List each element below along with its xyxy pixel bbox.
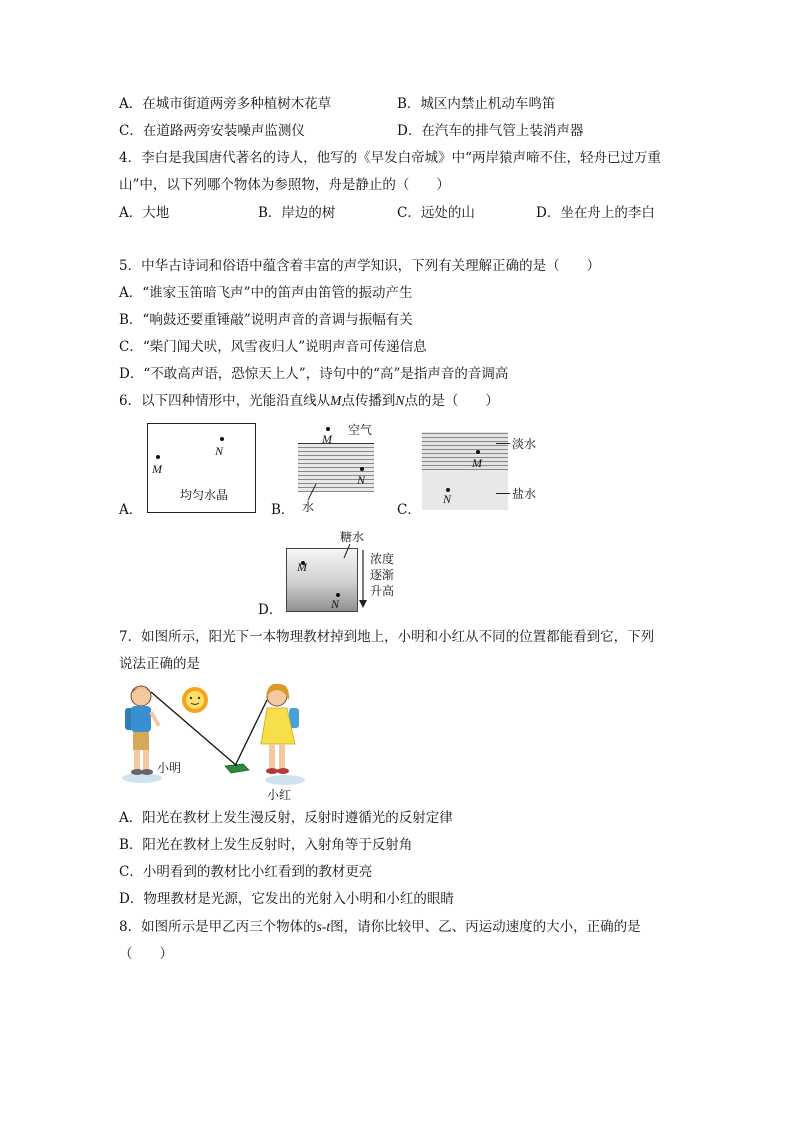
xiaohong-label: 小红 (267, 788, 292, 802)
concentration-label-1: 浓度 (370, 552, 395, 566)
q8-st-symbol: s-t (316, 919, 331, 934)
q8-stem-line1 (119, 917, 641, 937)
q7-stem-line1: 7．如图所示，阳光下一本物理教材掉到地上，小明和小红从不同的位置都能看到它，下列 (119, 629, 655, 645)
q7-stem-line2: 说法正确的是 (119, 656, 200, 672)
crystal-label: 均匀水晶 (180, 488, 229, 502)
q6-figure-d (284, 528, 404, 614)
q7-option-b: B．阳光在教材上发生反射时，入射角等于反射角 (119, 837, 413, 853)
salt-water-label: 盐水 (512, 487, 537, 501)
fresh-water-label: 淡水 (512, 437, 537, 451)
q4-option-a: A．大地 (119, 205, 170, 221)
q8-stem-post: 图，请你比较甲、乙、丙运动速度的大小，正确的是 (330, 919, 641, 935)
q3-option-d: D．在汽车的排气管上装消声器 (397, 123, 584, 139)
q6-option-c-label: C． (397, 502, 421, 518)
q3-option-a: A．在城市街道两旁多种植树木花草 (119, 96, 332, 112)
q6-stem-n: N (395, 393, 405, 408)
q4-stem-line1: 4．李白是我国唐代著名的诗人，他写的《早发白帝城》中“两岸猿声啼不住，轻舟已过万重 (119, 150, 661, 166)
q6-figure-b (296, 420, 382, 516)
q6-figure-a (147, 423, 256, 513)
sugar-water-label: 糖水 (340, 530, 365, 544)
concentration-label-2: 逐渐 (370, 568, 395, 582)
point-n-label: N (331, 597, 340, 611)
water-label: 水 (302, 500, 315, 514)
q5-option-d: D．“不敢高声语，恐惊天上人”，诗句中的“高”是指声音的音调高 (119, 366, 509, 382)
q3-option-c: C．在道路两旁安装噪声监测仪 (119, 123, 305, 139)
point-n-label: N (215, 444, 224, 458)
xiaohong-figure (261, 684, 299, 774)
salt-water-region (422, 470, 508, 510)
point-m-dot (156, 455, 160, 459)
point-n-label: N (443, 492, 452, 506)
q5-option-a: A．“谁家玉笛暗飞声”中的笛声由笛管的振动产生 (119, 285, 413, 301)
q3-option-b: B．城区内禁止机动车鸣笛 (397, 96, 556, 112)
concentration-label-3: 升高 (370, 584, 395, 598)
q7-figure (117, 680, 317, 804)
sun-icon (182, 687, 208, 713)
air-label: 空气 (348, 423, 373, 437)
q6-figure-c (422, 432, 552, 514)
q5-option-c: C．“柴门闻犬吠，风雪夜归人”说明声音可传递信息 (119, 339, 427, 355)
q5-stem: 5．中华古诗词和俗语中蕴含着丰富的声学知识，下列有关理解正确的是（ ） (119, 258, 601, 274)
q8-stem-line2: （ ） (119, 946, 173, 962)
sugar-pointer-line (338, 542, 358, 562)
xiaoming-figure (125, 686, 159, 775)
q4-option-d: D．坐在舟上的李白 (536, 205, 655, 221)
salt-pointer-line (496, 493, 510, 494)
point-m-label: M (297, 560, 307, 574)
q4-stem-line2: 山”中，以下列哪个物体为参照物，舟是静止的（ ） (119, 177, 450, 193)
point-m-label: M (322, 432, 332, 446)
concentration-arrow (358, 550, 368, 610)
q7-option-a: A．阳光在教材上发生漫反射，反射时遵循光的反射定律 (119, 810, 453, 826)
q6-stem-mid: 点传播到 (341, 393, 396, 409)
fresh-water-region (422, 432, 508, 470)
q8-stem-pre: 8．如图所示是甲乙丙三个物体的 (119, 919, 317, 935)
q6-stem (119, 391, 499, 411)
point-n-label: N (357, 473, 366, 487)
point-n-dot (220, 437, 224, 441)
q5-option-b: B．“响鼓还要重锤敲”说明声音的音调与振幅有关 (119, 312, 413, 328)
q4-option-c: C．远处的山 (397, 205, 475, 221)
q6-option-d-label: D． (258, 602, 283, 618)
xiaoming-label: 小明 (157, 761, 182, 775)
q6-stem-pre: 6．以下四种情形中，光能沿直线从 (119, 393, 331, 409)
point-m-label: M (472, 456, 482, 470)
q7-option-d: D．物理教材是光源，它发出的光射入小明和小红的眼睛 (119, 891, 454, 907)
fresh-pointer-line (496, 443, 510, 444)
q6-option-a-label: A． (119, 502, 143, 518)
q6-stem-m: M (330, 393, 342, 408)
point-m-label: M (152, 462, 162, 476)
q4-option-b: B．岸边的树 (258, 205, 336, 221)
q6-option-b-label: B． (271, 502, 295, 518)
air-water-boundary (298, 443, 374, 444)
q6-stem-post: 点的是（ ） (404, 393, 499, 409)
q7-option-c: C．小明看到的教材比小红看到的教材更亮 (119, 864, 373, 880)
